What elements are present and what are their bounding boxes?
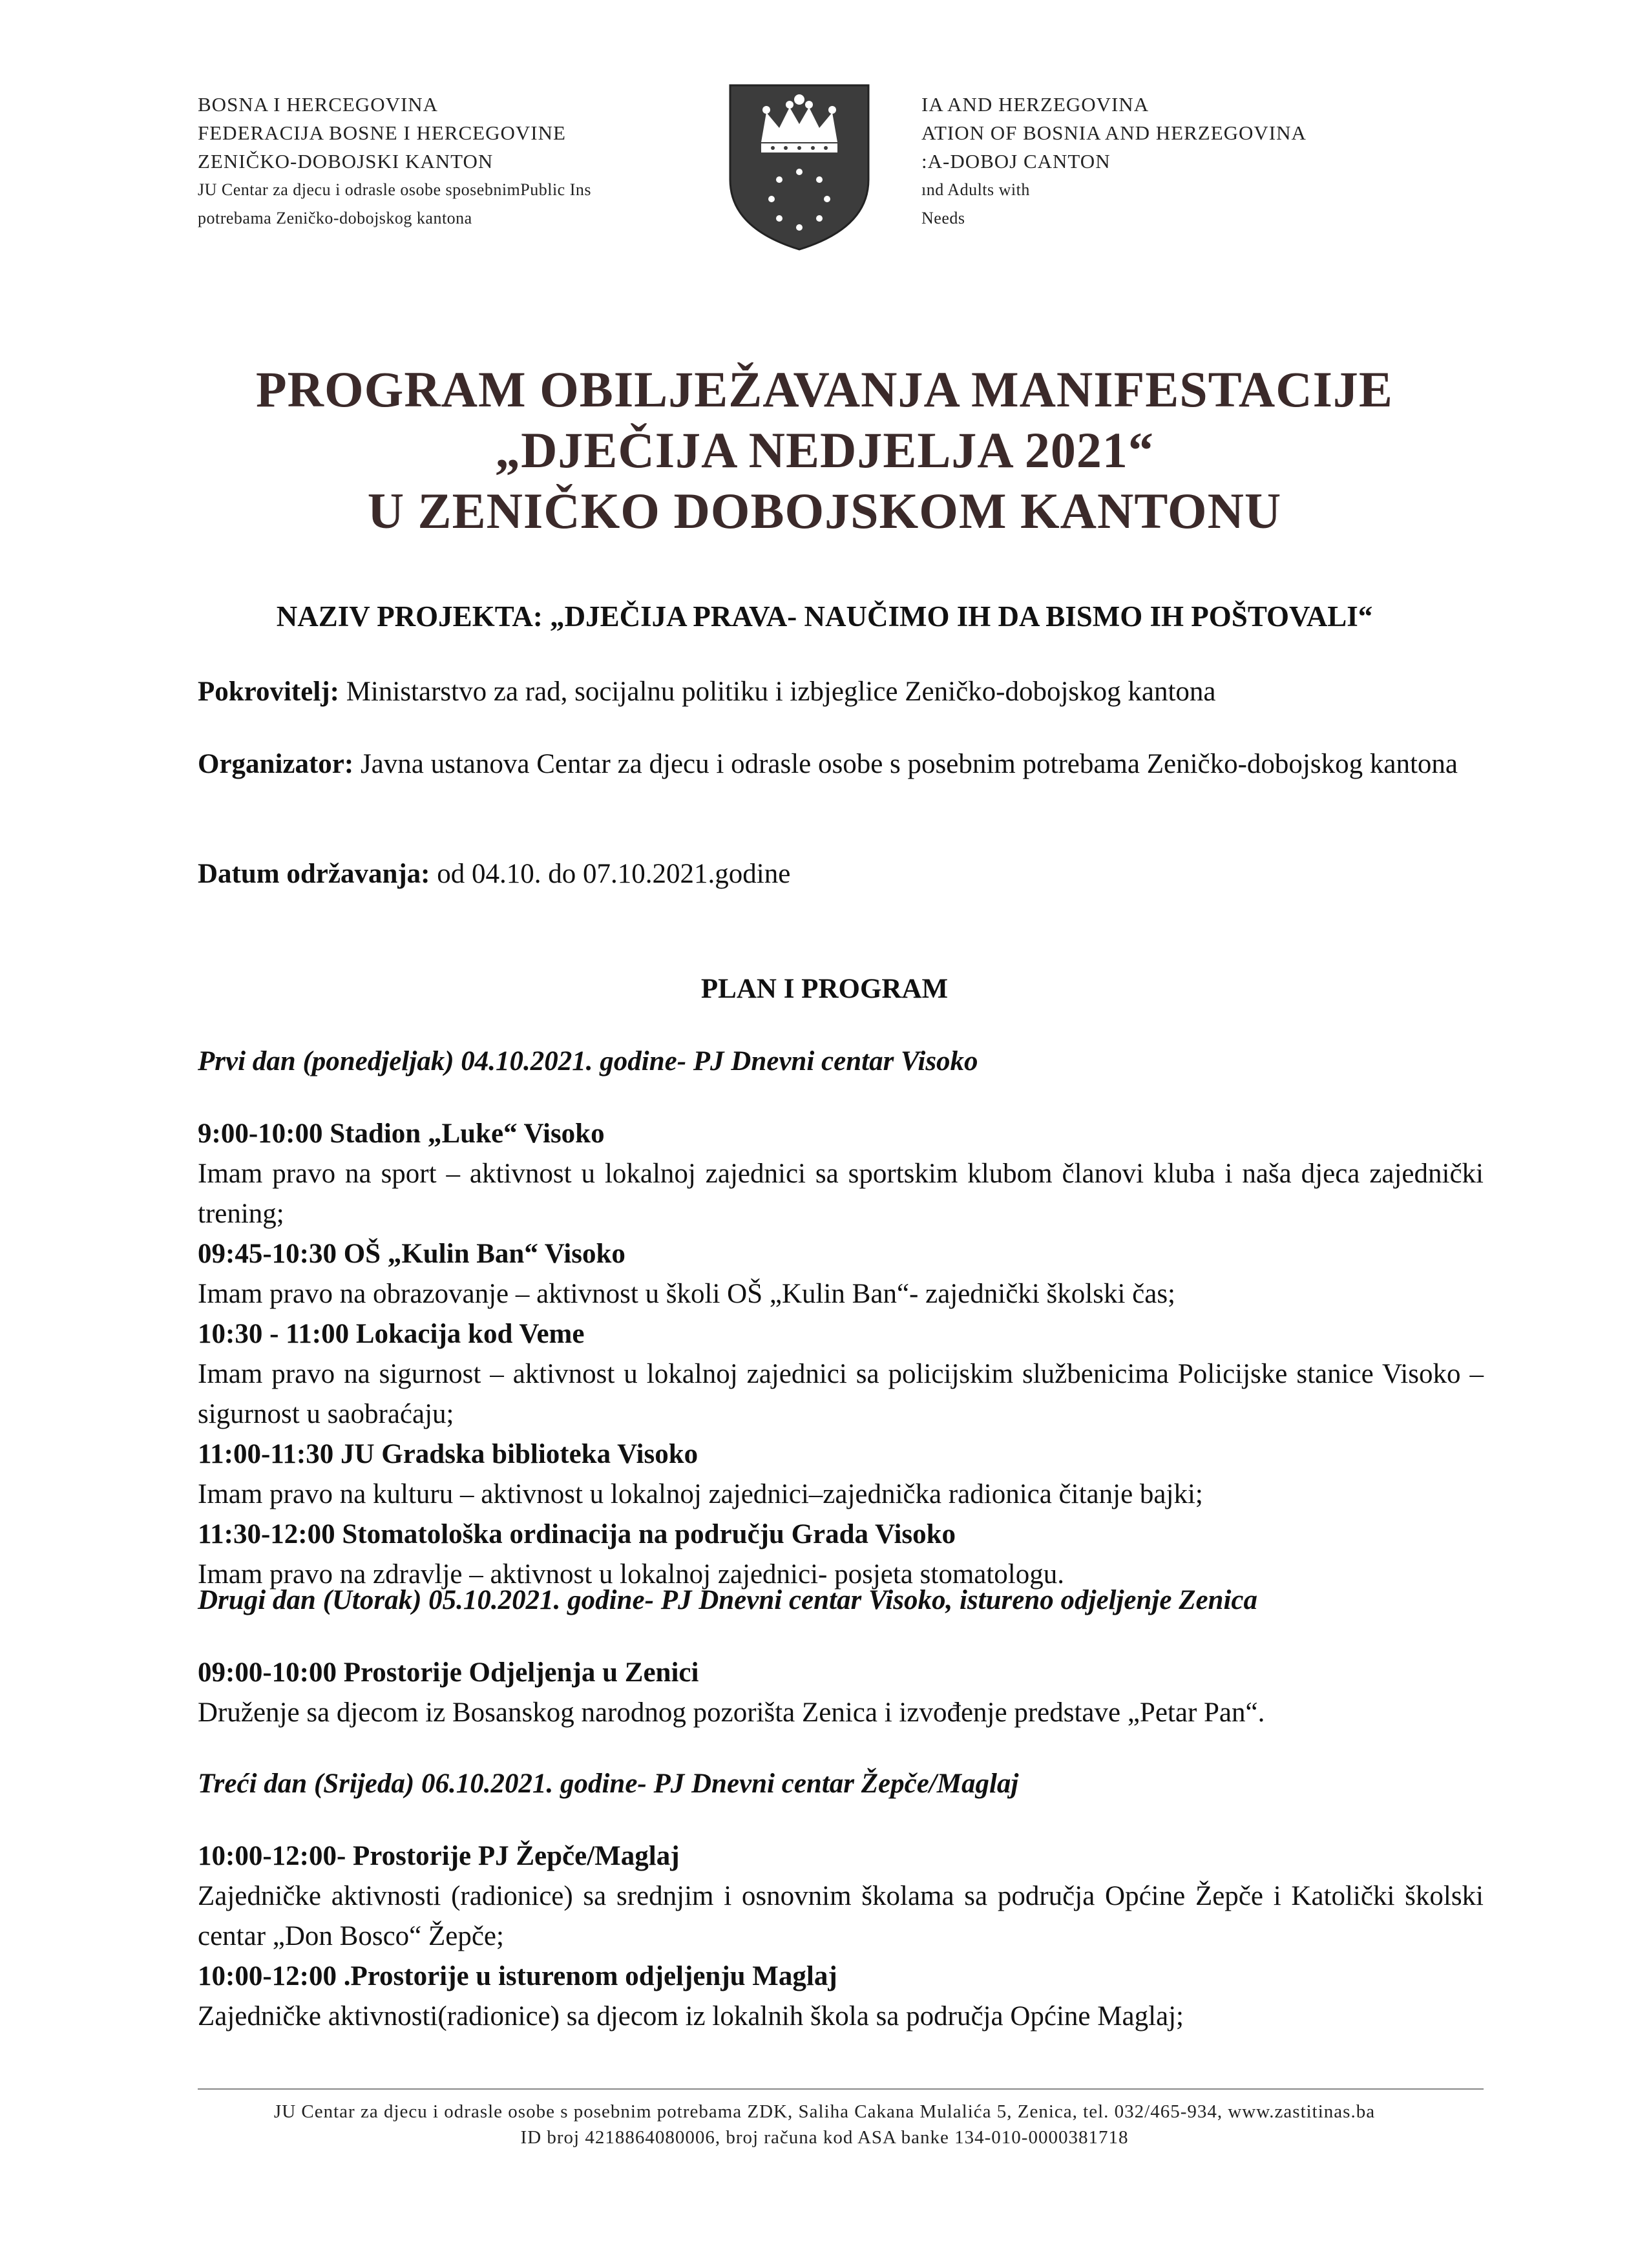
entry-title: 09:45-10:30 OŠ „Kulin Ban“ Visoko xyxy=(198,1239,625,1269)
entry-title: 09:00-10:00 Prostorije Odjeljenja u Zenici xyxy=(198,1657,699,1688)
date-value: od 04.10. do 07.10.2021.godine xyxy=(430,859,791,889)
footer-bank-info: ID broj 4218864080006, broj računa kod ASA banke 134-010-0000381718 xyxy=(520,2127,1129,2148)
day-heading: Prvi dan (ponedjeljak) 04.10.2021. godine- PJ Dnevni centar Visoko xyxy=(198,1046,978,1076)
footer-address: JU Centar za djecu i odrasle osobe s posebnim potrebama ZDK, Saliha Cakana Mulalića 5, Zenica, tel. 032/465-934, www.zastitinas.ba xyxy=(273,2101,1376,2122)
day-heading: Treći dan (Srijeda) 06.10.2021. godine- PJ Dnevni centar Žepče/Maglaj xyxy=(198,1769,1019,1799)
header-right-line: :A-DOBOJ CANTON xyxy=(921,150,1111,173)
entry-text: Zajedničke aktivnosti(radionice) sa djecom iz lokalnih škola sa područja Općine Maglaj; xyxy=(198,2001,1184,2032)
program-entry xyxy=(198,1114,1484,1595)
header-right-line: ATION OF BOSNIA AND HERZEGOVINA xyxy=(921,121,1307,144)
entry-title: 9:00-10:00 Stadion „Luke“ Visoko xyxy=(198,1118,605,1149)
header-left-line: JU Centar za djecu i odrasle osobe sposebnimPublic Ins xyxy=(198,180,591,199)
header-left xyxy=(198,90,689,233)
header-right xyxy=(921,90,1413,233)
entry-title: 10:30 - 11:00 Lokacija kod Veme xyxy=(198,1319,585,1349)
entry-text: Zajedničke aktivnosti (radionice) sa srednjim i osnovnim školama sa područja Općine Žepče i Katolički školski centar „Don Bosco“ Žepče; xyxy=(198,1881,1484,1951)
entry-text: Imam pravo na sport – aktivnost u lokalnoj zajednici sa sportskim klubom članovi kluba i naša djeca zajednički trening; xyxy=(198,1159,1484,1229)
entry-title: 10:00-12:00 .Prostorije u isturenom odjeljenju Maglaj xyxy=(198,1961,837,1991)
date-label: Datum održavanja: xyxy=(198,859,430,889)
organizer-label: Organizator: xyxy=(198,749,354,779)
canton-coat-of-arms-icon xyxy=(728,83,871,252)
sponsor-line xyxy=(198,672,1484,712)
header-right-line: Needs xyxy=(921,209,965,227)
header-left-line: BOSNA I HERCEGOVINA xyxy=(198,93,439,116)
header-left-line: potrebama Zeničko-dobojskog kantona xyxy=(198,209,472,227)
entry-title: 11:30-12:00 Stomatološka ordinacija na području Grada Visoko xyxy=(198,1519,956,1549)
header-left-line: FEDERACIJA BOSNE I HERCEGOVINE xyxy=(198,121,566,144)
document-title-line-2: „DJEČIJA NEDJELJA 2021“ xyxy=(495,422,1154,478)
document-title-line-1: PROGRAM OBILJEŽAVANJA MANIFESTACIJE xyxy=(256,361,1393,417)
entry-title: 11:00-11:30 JU Gradska biblioteka Visoko xyxy=(198,1439,698,1469)
plan-heading: PLAN I PROGRAM xyxy=(700,974,949,1004)
document-title-line-3: U ZENIČKO DOBOJSKOM KANTONU xyxy=(367,483,1282,539)
day-heading: Drugi dan (Utorak) 05.10.2021. godine- PJ Dnevni centar Visoko, istureno odjeljenje Zenica xyxy=(198,1585,1258,1615)
project-name: NAZIV PROJEKTA: „DJEČIJA PRAVA- NAUČIMO IH DA BISMO IH POŠTOVALI“ xyxy=(276,600,1373,633)
program-entry xyxy=(198,1653,1484,1733)
entry-title: 10:00-12:00- Prostorije PJ Žepče/Maglaj xyxy=(198,1841,680,1871)
sponsor-value: Ministarstvo za rad, socijalnu politiku i izbjeglice Zeničko-dobojskog kantona xyxy=(339,677,1216,707)
date-line xyxy=(198,854,1484,894)
header-left-line: ZENIČKO-DOBOJSKI KANTON xyxy=(198,150,494,173)
sponsor-label: Pokrovitelj: xyxy=(198,677,339,707)
program-entry xyxy=(198,1836,1484,2037)
organizer-value: Javna ustanova Centar za djecu i odrasle osobe s posebnim potrebama Zeničko-dobojskog kantona xyxy=(353,749,1458,779)
header-right-line: IA AND HERZEGOVINA xyxy=(921,93,1150,116)
entry-text: Imam pravo na zdravlje – aktivnost u lokalnoj zajednici- posjeta stomatologu. xyxy=(198,1559,1064,1590)
organizer-paragraph xyxy=(198,744,1484,784)
entry-text: Imam pravo na sigurnost – aktivnost u lokalnoj zajednici sa policijskim službenicima Policijske stanice Visoko – sigurnost u saobraćaju; xyxy=(198,1359,1484,1429)
entry-text: Imam pravo na kulturu – aktivnost u lokalnoj zajednici–zajednička radionica čitanje bajki; xyxy=(198,1479,1203,1509)
footer-divider xyxy=(198,2088,1484,2090)
entry-text: Druženje sa djecom iz Bosanskog narodnog pozorišta Zenica i izvođenje predstave „Petar Pan“. xyxy=(198,1697,1265,1728)
entry-text: Imam pravo na obrazovanje – aktivnost u školi OŠ „Kulin Ban“- zajednički školski čas; xyxy=(198,1279,1175,1309)
header-right-line: ınd Adults with xyxy=(921,180,1030,199)
